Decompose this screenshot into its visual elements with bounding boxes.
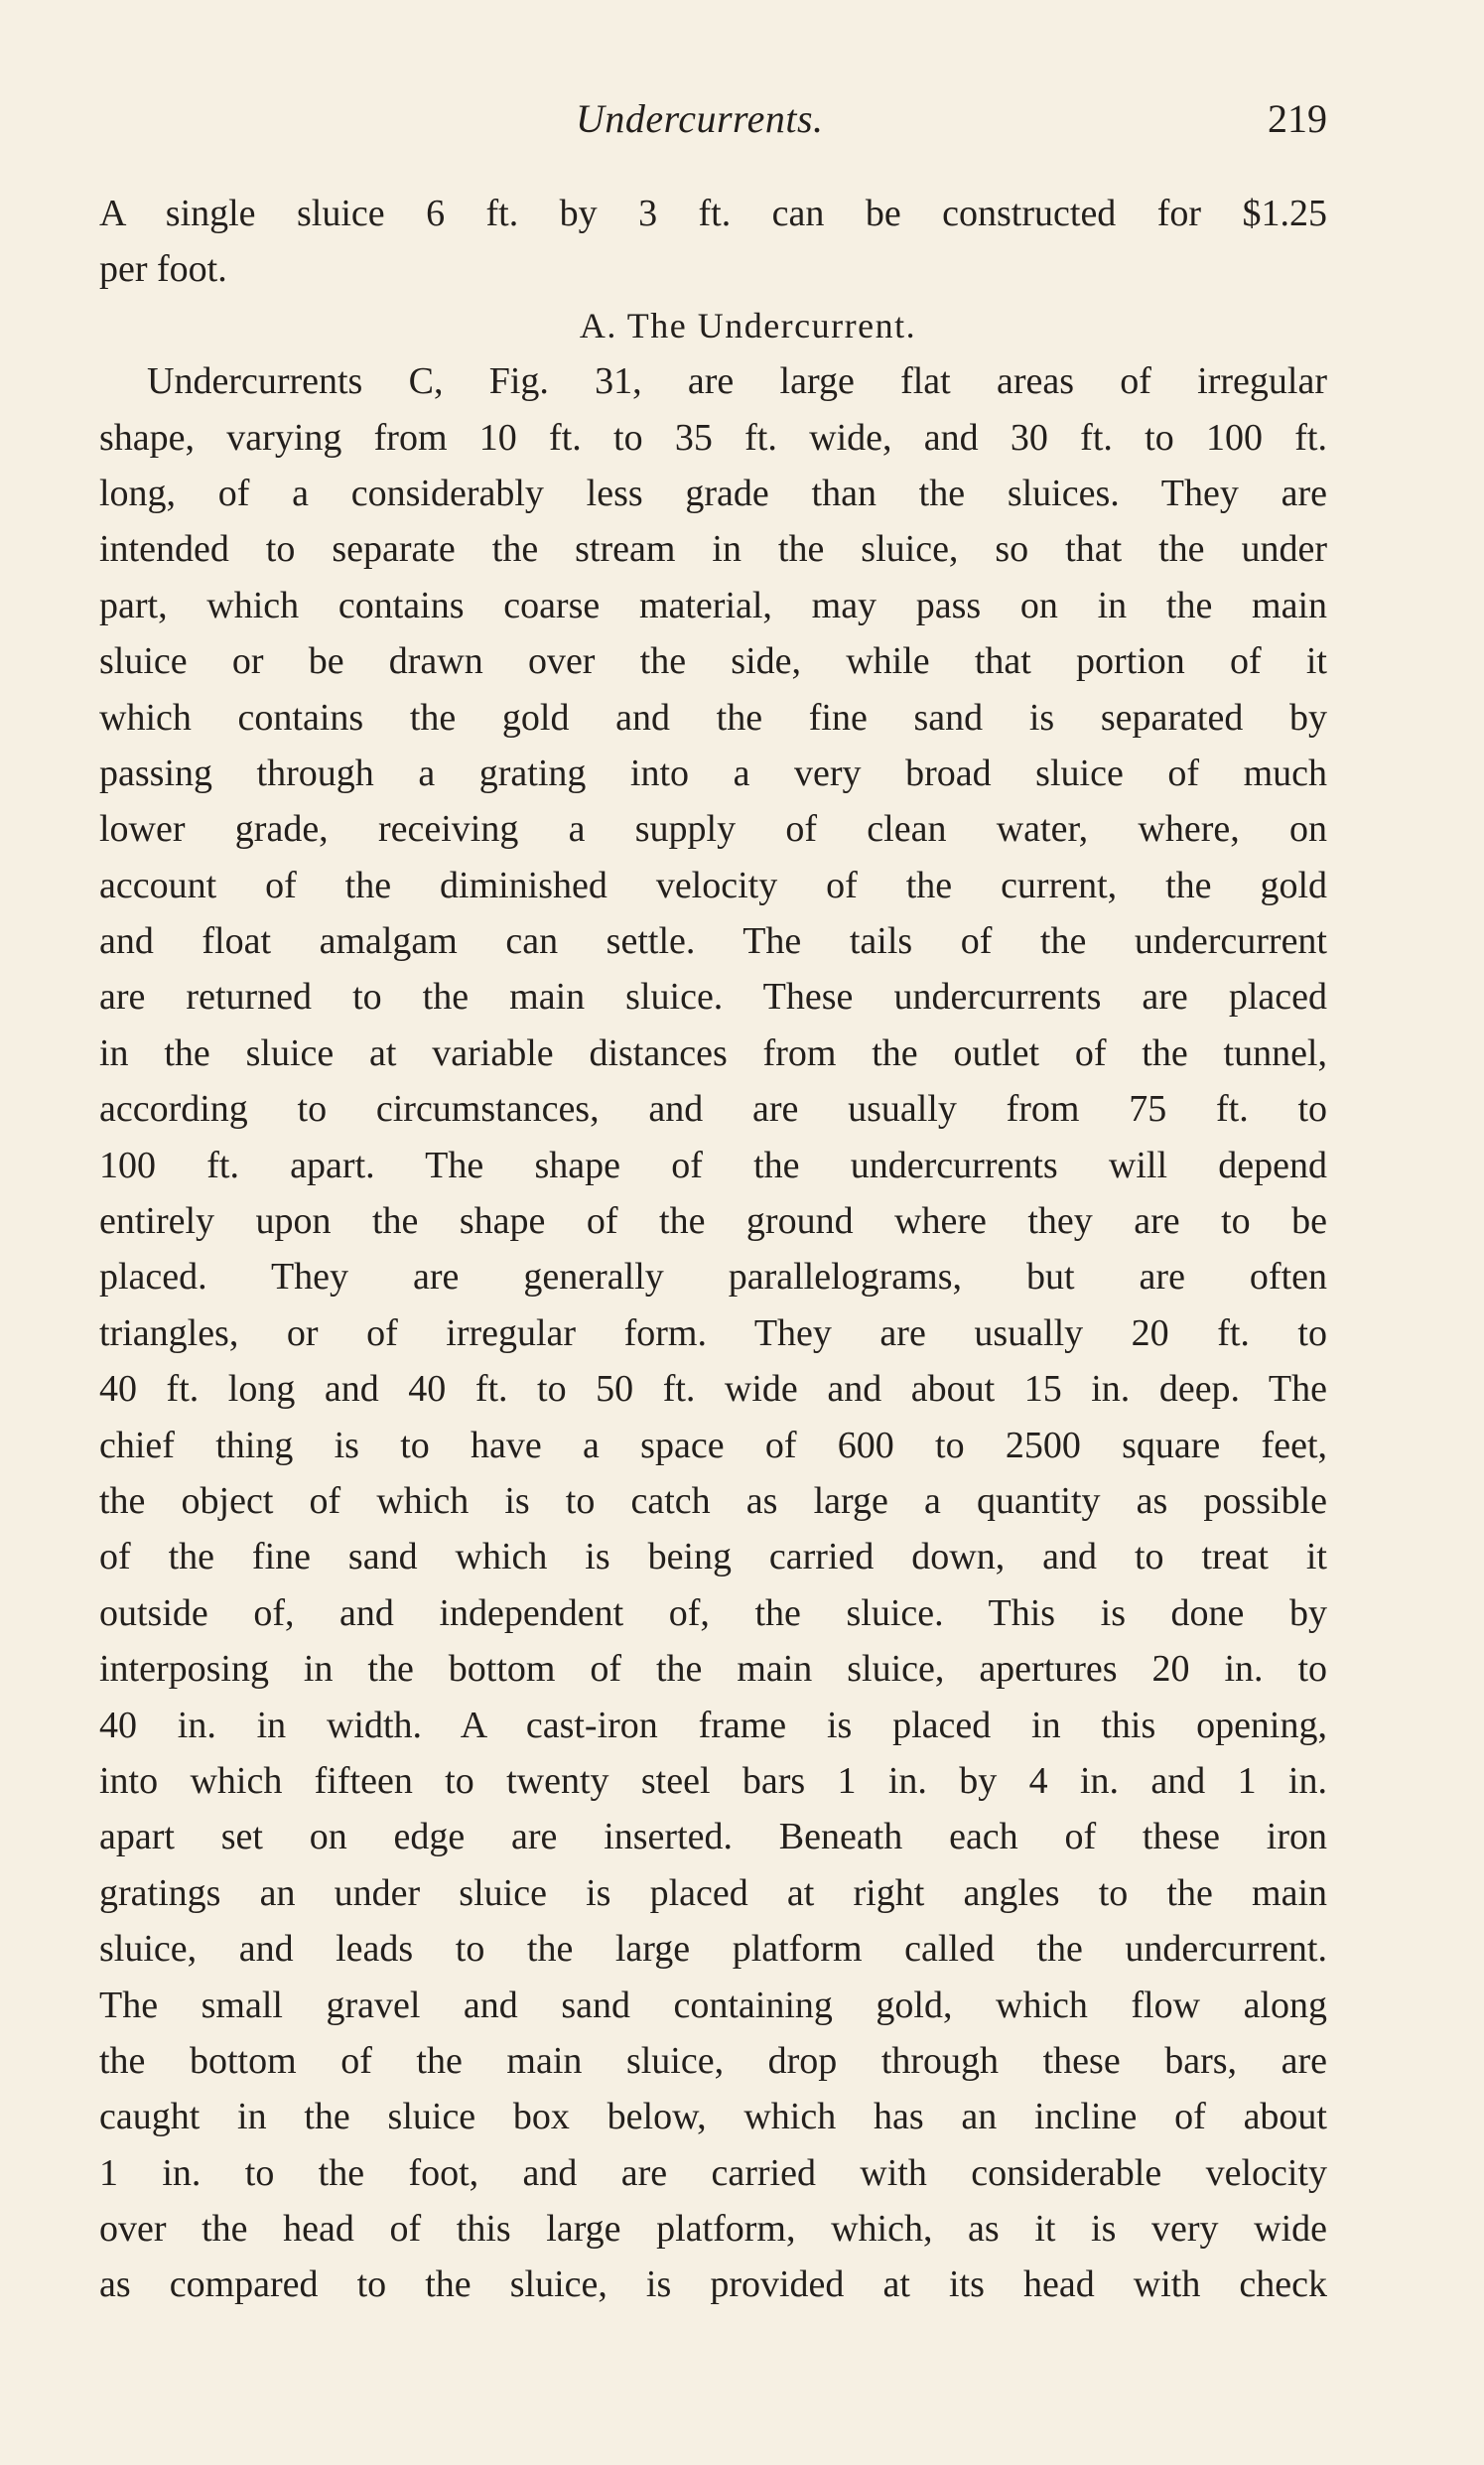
text-line: gratings an under sluice is placed at right angles to the main [99, 1871, 1327, 1914]
text-line: 1 in. to the foot, and are carried with considerable velocity [99, 2151, 1327, 2194]
body-text [99, 186, 1327, 2313]
text-line: passing through a grating into a very broad sluice of much [99, 752, 1327, 794]
text-line: and float amalgam can settle. The tails of the undercurrent [99, 920, 1327, 963]
text-line: interposing in the bottom of the main sluice, apertures 20 in. to [99, 1648, 1327, 1691]
section-heading: A. The Undercurrent. [579, 305, 917, 345]
text-line: caught in the sluice box below, which has an incline of about [99, 2096, 1327, 2138]
text-line: placed. They are generally parallelograms, but are often [99, 1256, 1327, 1299]
text-line: 40 in. in width. A cast-iron frame is placed in this opening, [99, 1704, 1327, 1746]
text-line: chief thing is to have a space of 600 to 2500 square feet, [99, 1424, 1327, 1466]
text-line: 40 ft. long and 40 ft. to 50 ft. wide and about 15 in. deep. The [99, 1368, 1327, 1411]
text-line: apart set on edge are inserted. Beneath each of these iron [99, 1816, 1327, 1858]
text-line: account of the diminished velocity of the current, the gold [99, 864, 1327, 906]
text-line: A single sluice 6 ft. by 3 ft. can be constructed for $1.25 [99, 193, 1327, 234]
text-line: of the fine sand which is being carried down, and to treat it [99, 1536, 1327, 1578]
text-line: in the sluice at variable distances from the outlet of the tunnel, [99, 1031, 1327, 1074]
text-line: sluice, and leads to the large platform called the undercurrent. [99, 1928, 1327, 1971]
text-line: over the head of this large platform, which, as it is very wide [99, 2208, 1327, 2251]
text-line: sluice or be drawn over the side, while that portion of it [99, 640, 1327, 683]
text-line: the bottom of the main sluice, drop through these bars, are [99, 2039, 1327, 2082]
text-line: per foot. [99, 248, 227, 291]
text-line: according to circumstances, and are usually from 75 ft. to [99, 1088, 1327, 1131]
text-line: entirely upon the shape of the ground where they are to be [99, 1200, 1327, 1243]
page-number: 219 [1268, 96, 1327, 141]
text-line: the object of which is to catch as large a quantity as possible [99, 1479, 1327, 1522]
text-line: shape, varying from 10 ft. to 35 ft. wide, and 30 ft. to 100 ft. [99, 416, 1327, 459]
text-line: 100 ft. apart. The shape of the undercurrents will depend [99, 1144, 1327, 1186]
text-line: are returned to the main sluice. These undercurrents are placed [99, 976, 1327, 1019]
text-line: lower grade, receiving a supply of clean water, where, on [99, 808, 1327, 851]
text-line: outside of, and independent of, the sluice. This is done by [99, 1591, 1327, 1634]
running-head [99, 95, 1327, 155]
text-line: part, which contains coarse material, may pass on in the main [99, 584, 1327, 626]
text-line: into which fifteen to twenty steel bars 1 in. by 4 in. and 1 in. [99, 1759, 1327, 1802]
text-line: The small gravel and sand containing gold, which flow along [99, 1984, 1327, 2026]
running-title: Undercurrents. [576, 96, 824, 141]
text-line: triangles, or of irregular form. They are usually 20 ft. to [99, 1311, 1327, 1354]
text-line: long, of a considerably less grade than the sluices. They are [99, 472, 1327, 514]
text-line: Undercurrents C, Fig. 31, are large flat areas of irregular [147, 360, 1327, 403]
text-line: as compared to the sluice, is provided at its head with check [99, 2263, 1327, 2306]
text-line: which contains the gold and the fine sand is separated by [99, 696, 1327, 739]
text-line: intended to separate the stream in the sluice, so that the under [99, 528, 1327, 571]
